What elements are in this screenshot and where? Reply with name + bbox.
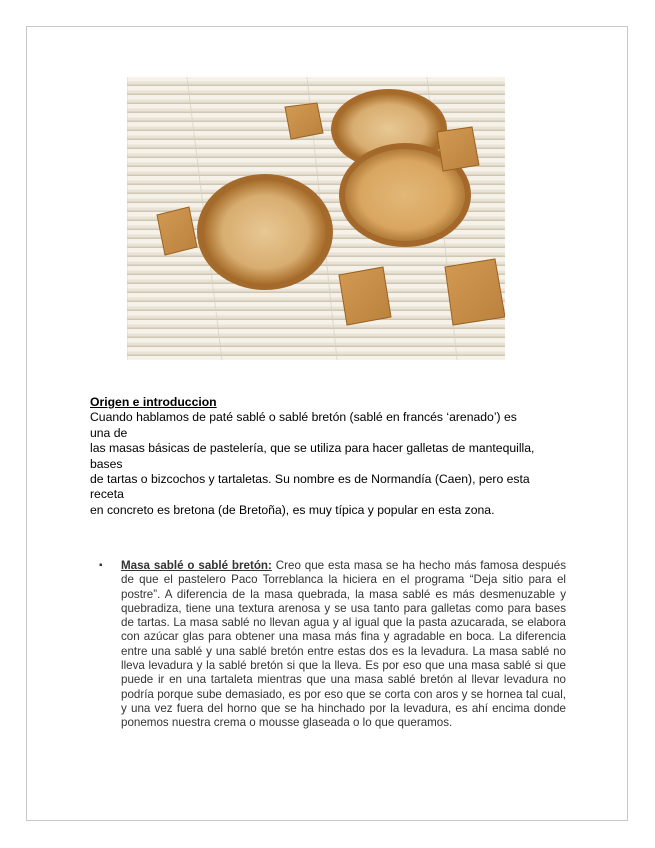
intro-line: en concreto es bretona (de Bretoña), es muy típica y popular en esta zona. [90, 502, 495, 517]
square-cookie-1 [285, 103, 323, 139]
origin-section [90, 395, 570, 518]
bullet-marker: ▪ [99, 560, 103, 571]
tartlet-left [197, 174, 333, 290]
intro-line: Cuando hablamos de paté sablé o sablé bretón (sablé en francés ‘arenado’) es [90, 410, 517, 425]
intro-line: una de [90, 425, 128, 440]
cookies-photo [127, 77, 505, 360]
intro-line: las masas básicas de pastelería, que se utiliza para hacer galletas de mantequilla, [90, 441, 535, 456]
bullet-term: Masa sablé o sablé bretón: [121, 559, 272, 572]
intro-line: de tartas o bizcochos y tartaletas. Su nombre es de Normandía (Caen), pero esta [90, 472, 530, 487]
section-heading: Origen e introduccion [90, 395, 217, 409]
square-cookie-5 [445, 259, 505, 325]
bullet-item [99, 559, 566, 731]
document-page [26, 26, 628, 821]
bullet-text: Creo que esta masa se ha hecho más famosa después de que el pastelero Paco Torreblanca la hiciera en el programa “Deja sitio para el postre”. A diferencia de la masa quebrada, la masa sablé es más desmenuzable y quebradiza, tiene una textura arenosa y se usa tanto para galletas como para bases de tartas. La masa sablé no llevan agua y al igual que la pasta azucarada, se elabora con azúcar glas para obtener una masa más fina y agradable en boca. La diferencia entre una sablé y una sablé bretón entre estas dos es la levadura. La masa sablé no lleva levadura y la sablé bretón si que la lleva. Es por eso que una masa sablé si que puede ir en una tartaleta mientras que una masa sablé bretón al llevar levadura no podría porque sube demasiado, es por eso que se corta con aros y se hornea tal cual, y una vez fuera del horno que se ha hinchado por la levadura, es ahí encima donde ponemos nuestra crema o mousse glaseada o lo que queramos. [121, 559, 566, 730]
intro-line: receta [90, 487, 124, 502]
square-cookie-2 [437, 127, 479, 171]
square-cookie-4 [339, 267, 391, 325]
intro-line: bases [90, 456, 123, 471]
